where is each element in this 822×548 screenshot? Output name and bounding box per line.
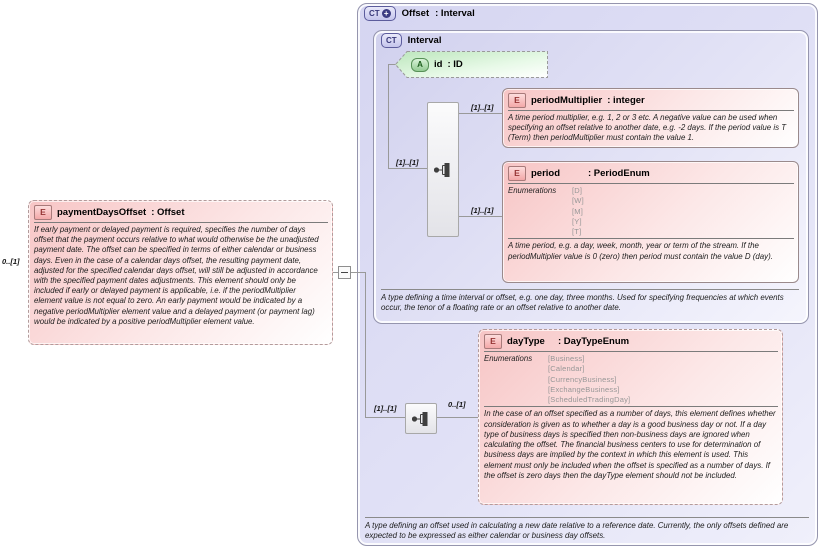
element-description: A time period multiplier, e.g. 1, 2 or 3 etc. A negative value can be used when specifying an offset relative to another date, e.g. -2 days. If the period value is T (Term) then periodMultiplier must contain the value 1. <box>508 113 787 143</box>
element-daytype-box[interactable] <box>478 329 783 505</box>
offset-description: A type defining an offset used in calculating a new date relative to a reference date. Currently, the only offsets defined are expected to be expressed as either calendar or business day offsets. <box>365 521 789 541</box>
interval-description: A type defining a time interval or offset, e.g. one day, three months. Used for specifying frequencies at which events occur, the tenor of a floating rate or an offset relative to another date. <box>381 293 784 313</box>
enumeration-values <box>572 186 584 237</box>
enumeration-values <box>548 354 630 405</box>
element-description: A time period, e.g. a day, week, month, year or term of the stream. If the periodMultiplier value is 0 (zero) then period must contain the value D (day). <box>508 241 773 261</box>
interval-sequence-compositor <box>427 102 459 237</box>
offset-type-annotation <box>365 517 809 541</box>
element-period-box[interactable] <box>502 161 799 283</box>
plus-icon: + <box>382 9 391 18</box>
divider <box>484 406 778 407</box>
cardinality-paymentdaysoffset: 0..[1] <box>2 257 20 266</box>
cardinality-interval-sequence: [1]..[1] <box>396 158 419 167</box>
ct-badge-label: CT <box>369 9 380 18</box>
enum-value: [T] <box>572 227 582 237</box>
interval-type-header <box>381 33 441 48</box>
enumerations-section <box>484 354 777 405</box>
cardinality-daytype: 0..[1] <box>448 400 466 409</box>
enumerations-section <box>508 186 793 237</box>
element-type: : PeriodEnum <box>588 168 650 179</box>
enum-value: [Y] <box>572 216 582 226</box>
attribute-id-header <box>411 51 463 78</box>
cardinality-offset-sequence: [1]..[1] <box>374 404 397 413</box>
divider <box>508 238 794 239</box>
divider <box>484 351 778 352</box>
ct-badge-label: CT <box>386 36 397 45</box>
divider <box>508 110 794 111</box>
offset-type-name: Offset <box>401 8 430 19</box>
enum-value: [Calendar] <box>548 364 585 374</box>
element-badge: E <box>484 334 502 349</box>
enum-value: [M] <box>572 206 584 216</box>
element-badge: E <box>508 166 526 181</box>
element-header <box>503 89 798 109</box>
interval-type-name: Interval <box>407 35 442 46</box>
element-type: : DayTypeEnum <box>558 336 630 347</box>
element-description: In the case of an offset specified as a number of days, this element defines whether consideration is given as to whether a day is a good business day or not. If a day type of business days is specified then non-business days are ignored when calculating the offset. The financial business centers to use for determination of business days are implied by the context in which this element is used. This element must only be included when the offset is specified as a number of days. If the offset is zero days then the dayType element should not be included. <box>484 409 776 480</box>
attribute-id-box[interactable] <box>395 51 548 78</box>
offset-type-header <box>364 6 475 21</box>
enum-value: [W] <box>572 196 584 206</box>
cardinality-period: [1]..[1] <box>471 206 494 215</box>
complextype-plus-badge <box>364 6 396 21</box>
minus-icon <box>341 272 348 273</box>
divider <box>508 183 794 184</box>
element-paymentdaysoffset-box[interactable] <box>28 200 333 345</box>
sequence-icon <box>434 163 452 177</box>
element-type: : Offset <box>151 207 185 218</box>
divider <box>34 222 328 223</box>
cardinality-periodmultiplier: [1]..[1] <box>471 103 494 112</box>
element-header <box>479 330 782 350</box>
enumerations-label: Enumerations <box>484 354 533 363</box>
attribute-type: : ID <box>447 59 463 70</box>
attribute-badge: A <box>411 58 429 72</box>
attribute-name: id <box>434 59 443 70</box>
enumerations-label: Enumerations <box>508 186 557 195</box>
element-description: If early payment or delayed payment is required, specifies the number of days offset that the payment occurs relative to what would otherwise be the unadjusted payment date. The offset can be specified in terms of either calendar or business days. Even in the case of a calendar days offset, the resulting payment date, adjusted for the specified calendar days offset, will still be adjusted in accordance with the specified payment dates adjustments. This element should only be included if early or delayed payment is applicable, i.e. if the periodMultiplier element value is not equal to zero. An early payment would be indicated by a negative periodMultiplier element value and a delayed payment (or payment lag) would be indicated by a positive periodMultiplier element value. <box>34 225 319 326</box>
element-name: period <box>531 168 561 179</box>
element-name: paymentDaysOffset <box>57 207 147 218</box>
complextype-badge <box>381 33 402 48</box>
interval-type-annotation <box>381 289 799 313</box>
element-name: periodMultiplier <box>531 95 603 106</box>
element-header <box>29 201 332 221</box>
element-type: : integer <box>607 95 645 106</box>
divider <box>381 289 799 290</box>
enum-value: [Business] <box>548 354 585 363</box>
divider <box>365 517 809 518</box>
enum-value: [D] <box>572 186 583 195</box>
element-badge: E <box>34 205 52 220</box>
collapse-handle[interactable] <box>338 266 351 279</box>
enum-value: [ExchangeBusiness] <box>548 384 620 394</box>
element-name: dayType <box>507 336 545 347</box>
enum-value: [CurrencyBusiness] <box>548 374 617 384</box>
element-badge: E <box>508 93 526 108</box>
enum-value: [ScheduledTradingDay] <box>548 395 631 405</box>
element-header <box>503 162 798 182</box>
offset-sequence-compositor <box>405 403 437 434</box>
offset-base-type: : Interval <box>435 8 475 19</box>
element-periodmultiplier-box[interactable] <box>502 88 799 148</box>
sequence-icon <box>412 412 430 426</box>
